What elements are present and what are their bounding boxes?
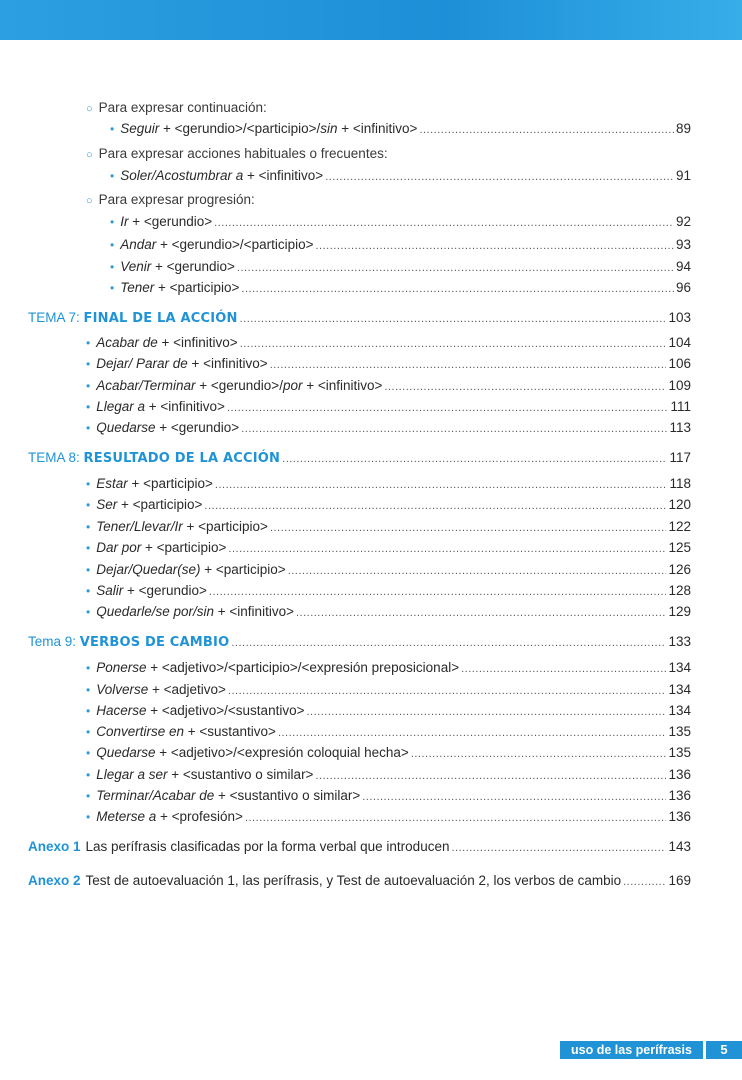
entry-term: por bbox=[282, 378, 303, 393]
page-number: 113 bbox=[669, 420, 691, 435]
toc-entry[interactable] bbox=[110, 259, 691, 274]
group-heading: Para expresar progresión: bbox=[98, 192, 255, 207]
entry-text bbox=[28, 634, 229, 650]
page-number: 134 bbox=[668, 682, 691, 697]
toc-entry[interactable] bbox=[86, 788, 691, 803]
bullet-icon: • bbox=[86, 810, 91, 824]
dot-leader bbox=[241, 423, 667, 435]
entry-pattern: + <participio> bbox=[117, 497, 203, 512]
dot-leader bbox=[282, 453, 667, 465]
anexo-row[interactable] bbox=[28, 839, 691, 854]
entry-pattern: + <adjetivo>/<sustantivo> bbox=[146, 703, 305, 718]
toc-entry[interactable] bbox=[110, 168, 691, 183]
dot-leader bbox=[315, 770, 666, 782]
entry-pattern: + <infinitivo> bbox=[187, 356, 268, 371]
entry-text bbox=[28, 873, 621, 888]
entry-text bbox=[86, 476, 213, 491]
dot-leader bbox=[228, 543, 666, 555]
tema-title: VERBOS DE CAMBIO bbox=[79, 635, 230, 650]
entry-pattern: + <gerundio> bbox=[123, 583, 207, 598]
toc-entry[interactable] bbox=[86, 562, 691, 577]
toc-entry[interactable] bbox=[86, 604, 691, 619]
entry-text bbox=[28, 310, 238, 326]
dot-leader bbox=[384, 381, 666, 393]
bullet-icon: • bbox=[110, 238, 115, 252]
tema-title: FINAL DE LA ACCIÓN bbox=[83, 311, 238, 326]
entry-text bbox=[28, 839, 449, 854]
dot-leader bbox=[237, 262, 674, 274]
entry-pattern: + <participio> bbox=[141, 540, 227, 555]
bullet-icon: • bbox=[110, 215, 115, 229]
tema-heading-row[interactable] bbox=[28, 310, 691, 326]
page-number: 135 bbox=[668, 724, 691, 739]
anexo-row[interactable] bbox=[28, 873, 691, 888]
bullet-icon: • bbox=[86, 661, 91, 675]
toc-entry[interactable] bbox=[110, 214, 691, 229]
entry-term: Salir bbox=[96, 583, 124, 598]
page-number: 111 bbox=[670, 399, 691, 414]
toc-entry[interactable] bbox=[110, 121, 691, 136]
dot-leader bbox=[227, 402, 669, 414]
entry-text bbox=[110, 168, 323, 183]
entry-term: Volverse bbox=[96, 682, 149, 697]
toc-entry[interactable] bbox=[86, 540, 691, 555]
circle-bullet-icon: ○ bbox=[86, 195, 93, 207]
page-number: 128 bbox=[668, 583, 691, 598]
toc-entry[interactable] bbox=[86, 724, 691, 739]
page-number: 117 bbox=[669, 450, 691, 465]
dot-leader bbox=[241, 283, 674, 295]
entry-term: Hacerse bbox=[96, 703, 147, 718]
entry-pattern: + <gerundio> bbox=[128, 214, 213, 229]
toc-entry[interactable] bbox=[86, 660, 691, 675]
entry-term: Ir bbox=[120, 214, 129, 229]
page-number: 133 bbox=[668, 634, 691, 649]
dot-leader bbox=[214, 217, 674, 229]
toc-entry[interactable] bbox=[86, 378, 691, 393]
page-number: 89 bbox=[675, 121, 691, 136]
entry-pattern: + <gerundio>/<participio> bbox=[156, 237, 314, 252]
page-number: 93 bbox=[675, 237, 691, 252]
entry-term: Seguir bbox=[120, 121, 160, 136]
bullet-icon: • bbox=[86, 379, 91, 393]
dot-leader bbox=[270, 359, 667, 371]
entry-pattern: + <infinitivo> bbox=[337, 121, 418, 136]
entry-term: Llegar a ser bbox=[96, 767, 168, 782]
entry-text bbox=[86, 682, 226, 697]
dot-leader bbox=[411, 748, 667, 760]
page-number: 134 bbox=[668, 703, 691, 718]
dot-leader bbox=[296, 607, 667, 619]
bullet-icon: • bbox=[86, 584, 91, 598]
anexo-label: Anexo 2 bbox=[28, 873, 81, 888]
entry-term: Meterse a bbox=[96, 809, 157, 824]
bullet-icon: • bbox=[86, 400, 91, 414]
entry-term: Venir bbox=[120, 259, 152, 274]
page-number: 136 bbox=[668, 767, 691, 782]
toc-entry[interactable] bbox=[86, 682, 691, 697]
toc-entry[interactable] bbox=[86, 767, 691, 782]
page-number: 103 bbox=[668, 310, 691, 325]
anexo-text: Test de autoevaluación 1, las perífrasis, y Test de autoevaluación 2, los verbos de cambio bbox=[85, 873, 622, 888]
toc-entry[interactable] bbox=[86, 497, 691, 512]
entry-pattern: + <adjetivo> bbox=[148, 682, 226, 697]
page-number: 135 bbox=[668, 745, 691, 760]
entry-term: Ponerse bbox=[96, 660, 147, 675]
entry-text bbox=[86, 562, 286, 577]
entry-text bbox=[86, 745, 409, 760]
entry-text bbox=[28, 450, 280, 466]
bullet-icon: • bbox=[110, 122, 115, 136]
dot-leader bbox=[209, 586, 667, 598]
bullet-icon: • bbox=[86, 336, 91, 350]
page-number: 92 bbox=[675, 214, 691, 229]
page-number: 104 bbox=[668, 335, 691, 350]
entry-pattern: + <adjetivo>/<expresión coloquial hecha> bbox=[155, 745, 409, 760]
bullet-icon: • bbox=[86, 357, 91, 371]
entry-term: Andar bbox=[120, 237, 157, 252]
bullet-icon: • bbox=[86, 477, 91, 491]
dot-leader bbox=[362, 791, 666, 803]
entry-pattern: + <participio> bbox=[182, 519, 268, 534]
dot-leader bbox=[325, 171, 674, 183]
circle-bullet-icon: ○ bbox=[86, 103, 93, 115]
bullet-icon: • bbox=[86, 421, 91, 435]
page-number: 120 bbox=[668, 497, 691, 512]
entry-term: Quedarse bbox=[96, 745, 156, 760]
entry-pattern: + <sustantivo o similar> bbox=[214, 788, 361, 803]
toc-entry[interactable] bbox=[86, 809, 691, 824]
dot-leader bbox=[204, 500, 666, 512]
page-number: 134 bbox=[668, 660, 691, 675]
bullet-icon: • bbox=[86, 498, 91, 512]
toc-entry[interactable] bbox=[86, 476, 691, 491]
entry-pattern: + <gerundio> bbox=[155, 420, 240, 435]
dot-leader bbox=[240, 338, 667, 350]
page-number: 118 bbox=[669, 476, 691, 491]
bullet-icon: • bbox=[110, 281, 115, 295]
entry-text bbox=[86, 809, 243, 824]
toc-entry[interactable] bbox=[86, 745, 691, 760]
dot-leader bbox=[228, 685, 667, 697]
bullet-icon: • bbox=[86, 768, 91, 782]
toc-entry[interactable] bbox=[86, 399, 691, 414]
entry-pattern: + <infinitivo> bbox=[302, 378, 383, 393]
page-number: 106 bbox=[668, 356, 691, 371]
entry-text bbox=[86, 604, 294, 619]
dot-leader bbox=[419, 124, 674, 136]
dot-leader bbox=[315, 240, 673, 252]
bullet-icon: • bbox=[86, 541, 91, 555]
page-number: 136 bbox=[668, 788, 691, 803]
tema-title: RESULTADO DE LA ACCIÓN bbox=[83, 451, 281, 466]
entry-pattern: + <sustantivo o similar> bbox=[167, 767, 314, 782]
dot-leader bbox=[278, 727, 667, 739]
dot-leader bbox=[231, 637, 666, 649]
entry-term: Terminar/Acabar de bbox=[96, 788, 215, 803]
toc-entry[interactable] bbox=[86, 703, 691, 718]
entry-pattern: + <infinitivo> bbox=[145, 399, 225, 414]
entry-term: Quedarse bbox=[96, 420, 156, 435]
toc-entry[interactable] bbox=[110, 280, 691, 295]
entry-pattern: + <gerundio> bbox=[151, 259, 235, 274]
group-heading: Para expresar continuación: bbox=[98, 100, 267, 115]
anexo-label: Anexo 1 bbox=[28, 839, 81, 854]
entry-term: Soler/Acostumbrar a bbox=[120, 168, 244, 183]
entry-text bbox=[86, 100, 267, 115]
entry-pattern: + <infinitivo> bbox=[157, 335, 238, 350]
entry-text bbox=[86, 192, 255, 207]
group-heading-row[interactable] bbox=[86, 100, 691, 115]
dot-leader bbox=[215, 479, 668, 491]
bullet-icon: • bbox=[110, 169, 115, 183]
entry-text bbox=[86, 583, 207, 598]
anexo-text: Las perífrasis clasificadas por la forma verbal que introducen bbox=[85, 839, 450, 854]
entry-pattern: + <adjetivo>/<participio>/<expresión preposicional> bbox=[146, 660, 460, 675]
entry-term: sin bbox=[320, 121, 338, 136]
tema-prefix: TEMA 8: bbox=[28, 450, 80, 465]
entry-text bbox=[86, 767, 313, 782]
dot-leader bbox=[245, 812, 667, 824]
entry-text bbox=[86, 356, 268, 371]
entry-text bbox=[110, 214, 212, 229]
bullet-icon: • bbox=[86, 520, 91, 534]
toc-entry[interactable] bbox=[86, 356, 691, 371]
entry-term: Dar por bbox=[96, 540, 142, 555]
page-number: 143 bbox=[668, 839, 691, 854]
dot-leader bbox=[451, 842, 666, 854]
entry-pattern: + <gerundio>/ bbox=[195, 378, 283, 393]
entry-pattern: + <participio> bbox=[127, 476, 213, 491]
dot-leader bbox=[288, 565, 667, 577]
toc-entry[interactable] bbox=[86, 335, 691, 350]
entry-pattern: + <participio> bbox=[154, 280, 240, 295]
bullet-icon: • bbox=[86, 704, 91, 718]
entry-pattern: + <participio> bbox=[200, 562, 286, 577]
page-number: 136 bbox=[668, 809, 691, 824]
entry-text bbox=[110, 280, 239, 295]
entry-pattern: + <infinitivo> bbox=[214, 604, 294, 619]
page-number: 122 bbox=[668, 519, 691, 534]
dot-leader bbox=[623, 876, 666, 888]
page-number: 126 bbox=[668, 562, 691, 577]
entry-text bbox=[86, 420, 239, 435]
group-heading-row[interactable] bbox=[86, 146, 691, 161]
toc-entry[interactable] bbox=[86, 519, 691, 534]
entry-pattern: + <gerundio>/<participio>/ bbox=[159, 121, 321, 136]
entry-text bbox=[86, 399, 225, 414]
entry-text bbox=[86, 146, 388, 161]
page-number: 109 bbox=[668, 378, 691, 393]
entry-text bbox=[86, 497, 202, 512]
page-number: 91 bbox=[675, 168, 691, 183]
entry-text bbox=[86, 519, 268, 534]
page-number: 169 bbox=[668, 873, 691, 888]
bullet-icon: • bbox=[86, 563, 91, 577]
entry-term: Tener/Llevar/Ir bbox=[96, 519, 183, 534]
entry-pattern: + <sustantivo> bbox=[184, 724, 276, 739]
entry-term: Estar bbox=[96, 476, 128, 491]
bullet-icon: • bbox=[86, 789, 91, 803]
tema-prefix: TEMA 7: bbox=[28, 310, 80, 325]
tema-prefix: Tema 9: bbox=[28, 634, 77, 649]
page-number: 96 bbox=[675, 280, 691, 295]
entry-text bbox=[110, 259, 235, 274]
entry-term: Dejar/Quedar(se) bbox=[96, 562, 201, 577]
entry-text bbox=[86, 540, 226, 555]
page-number: 129 bbox=[668, 604, 691, 619]
entry-text bbox=[86, 335, 238, 350]
dot-leader bbox=[240, 313, 667, 325]
entry-text bbox=[110, 121, 417, 136]
entry-text bbox=[86, 724, 276, 739]
top-banner bbox=[0, 0, 742, 40]
entry-pattern: + <profesión> bbox=[156, 809, 243, 824]
entry-term: Acabar/Terminar bbox=[96, 378, 196, 393]
entry-text bbox=[86, 788, 360, 803]
dot-leader bbox=[461, 663, 666, 675]
entry-text bbox=[86, 703, 304, 718]
tema-heading-row[interactable] bbox=[28, 634, 691, 650]
bullet-icon: • bbox=[86, 746, 91, 760]
entry-text bbox=[86, 378, 382, 393]
entry-pattern: + <infinitivo> bbox=[243, 168, 324, 183]
toc-entry[interactable] bbox=[86, 420, 691, 435]
tema-heading-row[interactable] bbox=[28, 450, 691, 466]
bullet-icon: • bbox=[86, 683, 91, 697]
entry-text bbox=[110, 237, 313, 252]
footer-page-number: 5 bbox=[706, 1041, 742, 1059]
entry-term: Convertirse en bbox=[96, 724, 184, 739]
dot-leader bbox=[270, 522, 667, 534]
entry-term: Llegar a bbox=[96, 399, 145, 414]
group-heading-row[interactable] bbox=[86, 192, 691, 207]
footer-book-title: uso de las perífrasis bbox=[560, 1041, 703, 1059]
bullet-icon: • bbox=[110, 260, 115, 274]
page-number: 125 bbox=[668, 540, 691, 555]
entry-term: Dejar/ Parar de bbox=[96, 356, 188, 371]
toc-entry[interactable] bbox=[110, 237, 691, 252]
bullet-icon: • bbox=[86, 725, 91, 739]
entry-text bbox=[86, 660, 459, 675]
group-heading: Para expresar acciones habituales o frecuentes: bbox=[98, 146, 388, 161]
entry-term: Quedarle/se por/sin bbox=[96, 604, 215, 619]
entry-term: Ser bbox=[96, 497, 118, 512]
bullet-icon: • bbox=[86, 605, 91, 619]
page-number: 94 bbox=[675, 259, 691, 274]
entry-term: Acabar de bbox=[96, 335, 158, 350]
dot-leader bbox=[306, 706, 666, 718]
entry-term: Tener bbox=[120, 280, 155, 295]
circle-bullet-icon: ○ bbox=[86, 149, 93, 161]
toc-entry[interactable] bbox=[86, 583, 691, 598]
